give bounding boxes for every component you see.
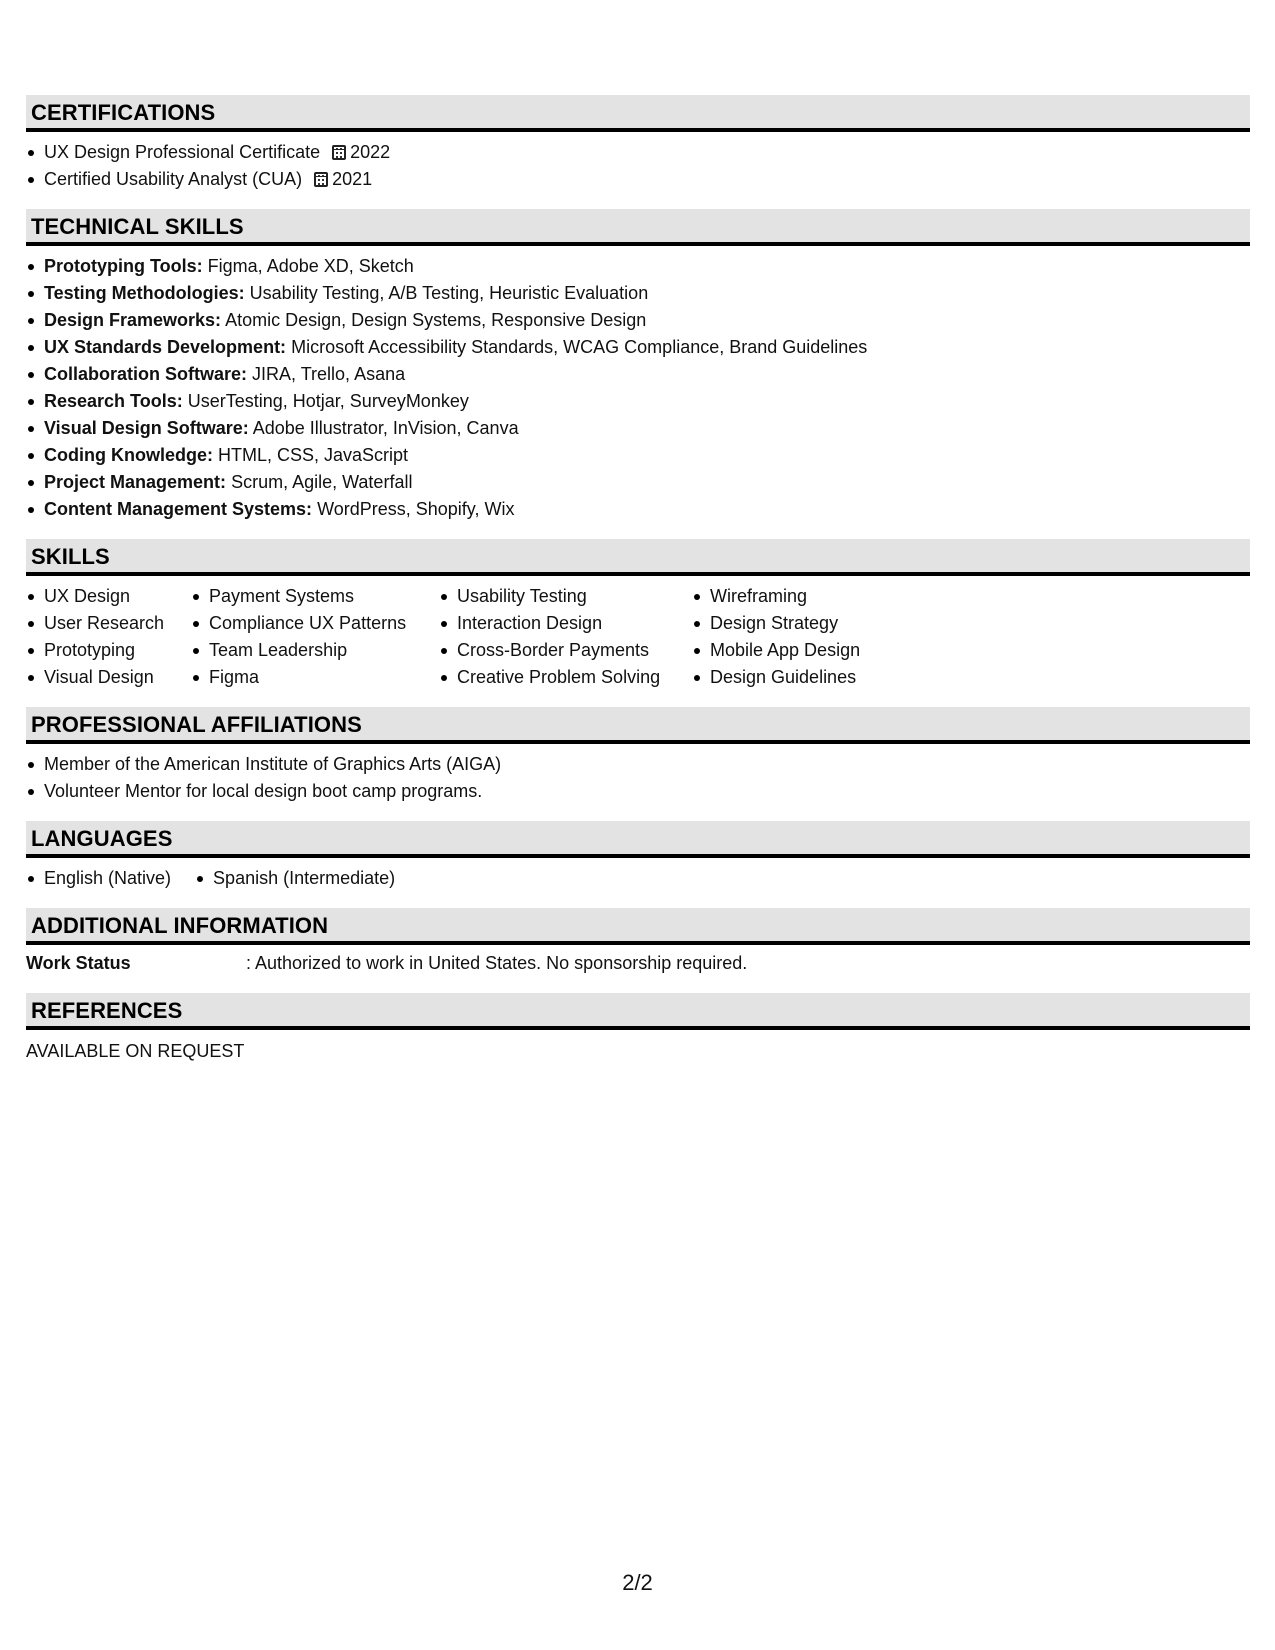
list-item: Team Leadership <box>191 637 439 664</box>
section-title: TECHNICAL SKILLS <box>31 214 244 239</box>
certification-name: Certified Usability Analyst (CUA) <box>44 169 303 189</box>
skill-values: JIRA, Trello, Asana <box>252 364 406 384</box>
certification-name: UX Design Professional Certificate <box>44 142 321 162</box>
skill-category: Collaboration Software: <box>44 364 248 384</box>
list-item: Cross-Border Payments <box>439 637 692 664</box>
skill-values: UserTesting, Hotjar, SurveyMonkey <box>187 391 469 411</box>
work-status-label: Work Status <box>26 953 131 973</box>
skills-column <box>692 583 892 691</box>
section-header <box>26 209 1250 246</box>
list-item <box>26 361 1250 388</box>
list-item: UX Design <box>26 583 191 610</box>
skill-category: Design Frameworks: <box>44 310 222 330</box>
list-item <box>26 253 1250 280</box>
skill-values: WordPress, Shopify, Wix <box>317 499 515 519</box>
skills-section <box>26 539 1250 691</box>
list-item <box>26 415 1250 442</box>
skills-column <box>191 583 439 691</box>
skill-category: Prototyping Tools: <box>44 256 203 276</box>
skill-values: Scrum, Agile, Waterfall <box>231 472 413 492</box>
list-item: Design Guidelines <box>692 664 892 691</box>
list-item <box>26 139 1250 166</box>
list-item: Payment Systems <box>191 583 439 610</box>
skill-values: Figma, Adobe XD, Sketch <box>207 256 414 276</box>
section-title: SKILLS <box>31 544 110 569</box>
skill-category: Coding Knowledge: <box>44 445 213 465</box>
section-title: PROFESSIONAL AFFILIATIONS <box>31 712 362 737</box>
list-item <box>26 442 1250 469</box>
section-header <box>26 95 1250 132</box>
section-header <box>26 707 1250 744</box>
affiliations-list <box>26 751 1250 805</box>
list-item: User Research <box>26 610 191 637</box>
list-item: Design Strategy <box>692 610 892 637</box>
section-header <box>26 821 1250 858</box>
list-item: Interaction Design <box>439 610 692 637</box>
list-item <box>26 280 1250 307</box>
skill-category: Visual Design Software: <box>44 418 249 438</box>
references-text: AVAILABLE ON REQUEST <box>26 1041 245 1061</box>
section-header <box>26 908 1250 945</box>
skill-category: Project Management: <box>44 472 227 492</box>
skill-values: Microsoft Accessibility Standards, WCAG Compliance, Brand Guidelines <box>291 337 868 357</box>
section-header <box>26 539 1250 576</box>
list-item: Spanish (Intermediate) <box>195 865 395 892</box>
list-item <box>26 307 1250 334</box>
work-status-value: : Authorized to work in United States. No sponsorship required. <box>246 953 748 973</box>
list-item <box>26 334 1250 361</box>
list-item: Visual Design <box>26 664 191 691</box>
list-item <box>26 469 1250 496</box>
certifications-section <box>26 95 1250 193</box>
section-title: ADDITIONAL INFORMATION <box>31 913 329 938</box>
list-item: Wireframing <box>692 583 892 610</box>
skill-values: Adobe Illustrator, InVision, Canva <box>252 418 519 438</box>
skill-category: UX Standards Development: <box>44 337 287 357</box>
calendar-icon <box>332 145 346 160</box>
references-section <box>26 993 1250 1065</box>
page-number: 2/2 <box>622 1570 653 1595</box>
list-item: Prototyping <box>26 637 191 664</box>
section-title: CERTIFICATIONS <box>31 100 216 125</box>
languages-list <box>26 865 1250 892</box>
section-header <box>26 993 1250 1030</box>
skill-values: Atomic Design, Design Systems, Responsive Design <box>225 310 647 330</box>
list-item: Figma <box>191 664 439 691</box>
list-item <box>26 496 1250 523</box>
calendar-icon <box>314 172 328 187</box>
languages-section <box>26 821 1250 892</box>
resume-page <box>26 95 1250 1081</box>
skill-category: Testing Methodologies: <box>44 283 245 303</box>
affiliations-section <box>26 707 1250 805</box>
skill-category: Research Tools: <box>44 391 183 411</box>
skills-column <box>26 583 191 691</box>
technical-skills-section <box>26 209 1250 523</box>
certification-year: 2021 <box>332 169 373 189</box>
section-title: LANGUAGES <box>31 826 173 851</box>
list-item: Creative Problem Solving <box>439 664 692 691</box>
skill-values: HTML, CSS, JavaScript <box>218 445 409 465</box>
certifications-list <box>26 139 1250 193</box>
skills-column <box>439 583 692 691</box>
skills-grid <box>26 583 1250 691</box>
list-item: Mobile App Design <box>692 637 892 664</box>
list-item <box>26 166 1250 193</box>
list-item: Volunteer Mentor for local design boot camp programs. <box>26 778 1250 805</box>
work-status-row <box>26 950 1250 977</box>
list-item <box>26 388 1250 415</box>
technical-skills-list <box>26 253 1250 523</box>
list-item: Usability Testing <box>439 583 692 610</box>
skill-category: Content Management Systems: <box>44 499 313 519</box>
skill-values: Usability Testing, A/B Testing, Heuristic Evaluation <box>249 283 649 303</box>
certification-year: 2022 <box>350 142 391 162</box>
section-title: REFERENCES <box>31 998 183 1023</box>
list-item: English (Native) <box>26 865 171 892</box>
list-item: Compliance UX Patterns <box>191 610 439 637</box>
list-item: Member of the American Institute of Graphics Arts (AIGA) <box>26 751 1250 778</box>
additional-info-section <box>26 908 1250 977</box>
